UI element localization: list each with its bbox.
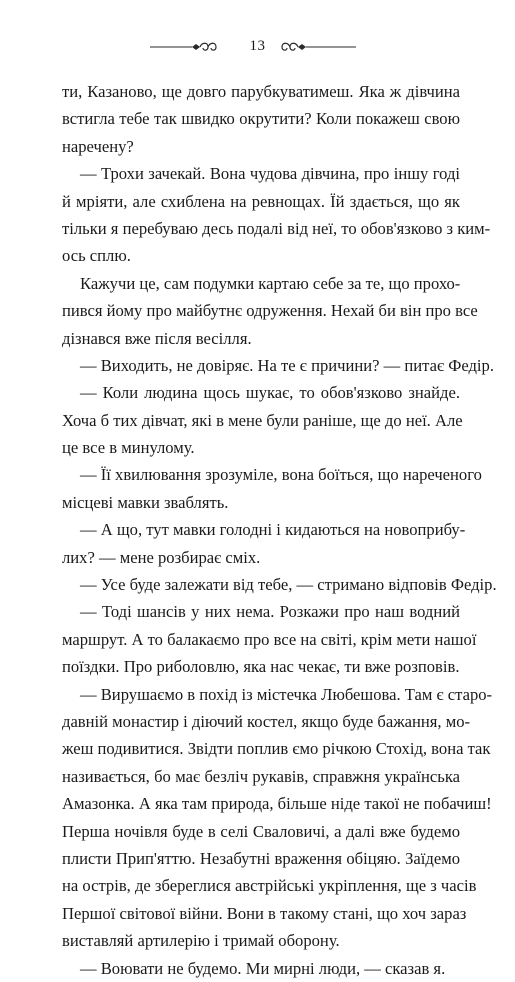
text-line: це все в минулому. — [62, 438, 195, 458]
text-line: — Трохи зачекай. Вона чудова дівчина, про іншу годі — [80, 164, 460, 184]
text-line: Перша ночівля буде в селі Сваловичі, а далі вже будемо — [62, 821, 460, 841]
text-line: плисти Прип'яттю. Незабутні враження обіцяю. Заїдемо — [62, 848, 460, 868]
text-line: називається, бо має безліч рукавів, справжня українська — [62, 766, 460, 786]
text-line: й мріяти, але схиблена на ревнощах. Їй здається, що як — [62, 191, 460, 211]
text-line: — Коли людина щось шукає, то обов'язково знайде. — [80, 383, 460, 403]
text-line: — А що, тут мавки голодні і кидаються на новоприбу- — [80, 520, 466, 540]
text-line: — Вирушаємо в похід із містечка Любешова. Там є старо- — [80, 684, 493, 704]
text-line: — Воювати не будемо. Ми мирні люди, — сказав я. — [80, 958, 446, 978]
page-number: 13 — [249, 38, 266, 54]
text-line: Першої світової війни. Вони в такому стані, що хоч зараз — [62, 903, 467, 923]
text-line: поїздки. Про риболовлю, яка нас чекає, ти вже розповів. — [62, 657, 460, 677]
text-line: — Тоді шансів у них нема. Розкажи про наш водний — [80, 602, 460, 622]
text-line: дізнався вже після весілля. — [62, 328, 252, 348]
text-line: маршрут. А то балакаємо про все на світі, крім мети нашої — [62, 629, 477, 649]
page-header — [0, 36, 515, 60]
text-line: наречену? — [62, 136, 134, 156]
text-line: жеш подивитися. Звідти поплив ємо річкою Стохід, вона так — [62, 739, 491, 759]
text-line: встигла тебе так швидко окрутити? Коли покажеш свою — [62, 109, 460, 129]
page-text — [62, 78, 497, 982]
text-line: тільки я перебуваю десь подалі від неї, то обов'язково з ким- — [62, 218, 491, 238]
text-line: ось сплю. — [62, 246, 131, 266]
text-line: на острів, де збереглися австрійські укріплення, ще з часів — [62, 876, 477, 896]
scroll-ornament-right-icon — [276, 40, 356, 54]
text-line: — Виходить, не довіряє. На те є причини? — питає Федір. — [80, 355, 494, 375]
text-line: — Її хвилювання зрозуміле, вона боїться, що нареченого — [80, 465, 482, 485]
text-line: Кажучи це, сам подумки картаю себе за те, що прохо- — [80, 273, 461, 293]
text-line: Хоча б тих дівчат, які в мене були раніше, ще до неї. Але — [62, 410, 463, 430]
text-line: пився йому про майбутнє одруження. Нехай би він про все — [62, 301, 478, 321]
text-line: виставляй артилерію і тримай оборону. — [62, 931, 340, 951]
text-line: місцеві мавки зваблять. — [62, 492, 229, 512]
text-line: Амазонка. А яка там природа, більше ніде такої не побачиш! — [62, 794, 492, 814]
text-line: ти, Казаново, ще довго парубкуватимеш. Яка ж дівчина — [62, 82, 460, 101]
text-line: давній монастир і діючий костел, якщо буде бажання, мо- — [62, 711, 471, 731]
text-line: лих? — мене розбирає сміх. — [62, 547, 261, 567]
text-line: — Усе буде залежати від тебе, — стримано відповів Федір. — [80, 575, 497, 595]
